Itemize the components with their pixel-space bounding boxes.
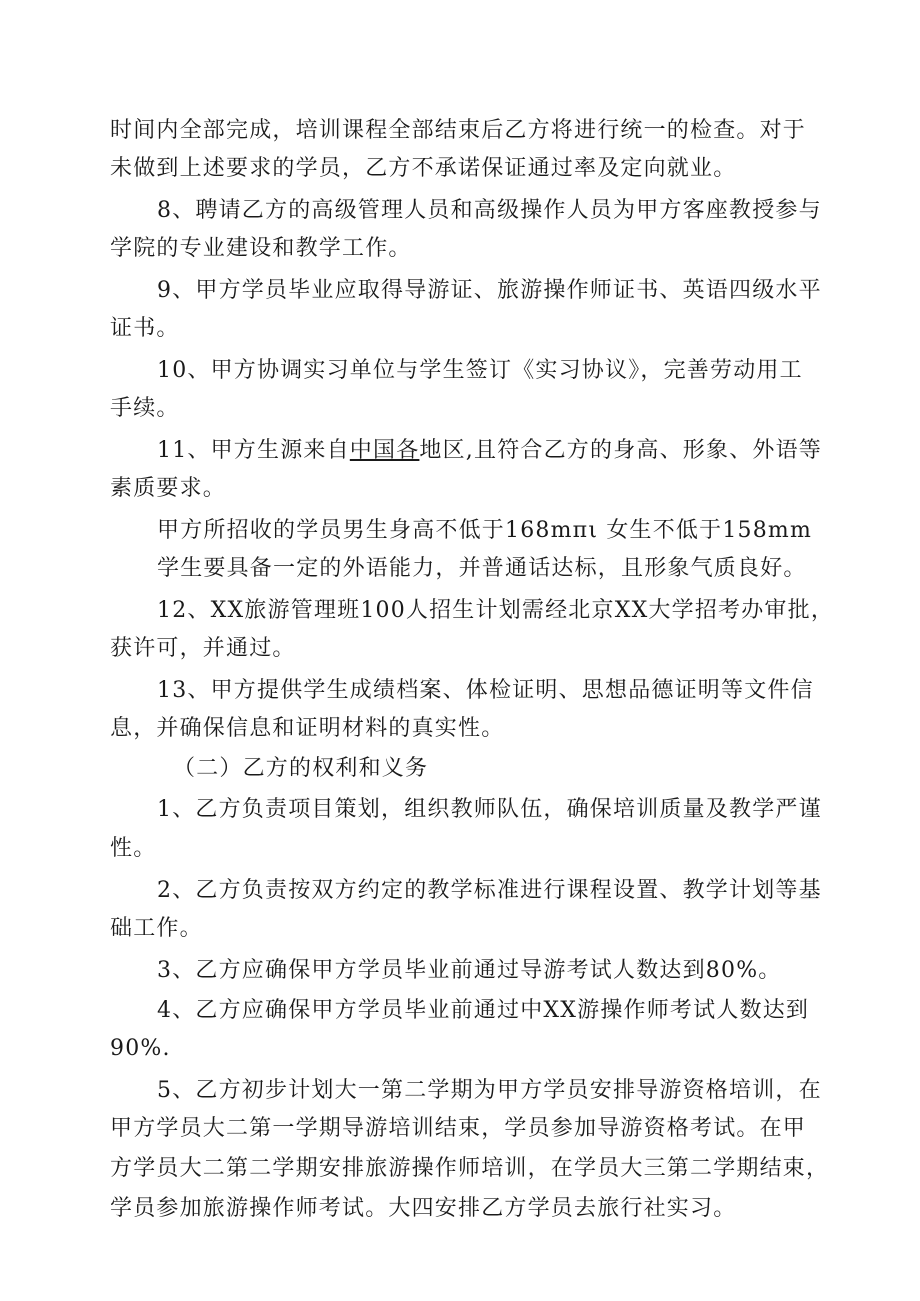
paragraph-line: 息，并确保信息和证明材料的真实性。: [110, 716, 505, 741]
paragraph-line: 素质要求。: [110, 476, 227, 501]
item-8-line: 8、聘请乙方的高级管理人员和高级操作人员为甲方客座教授参与: [157, 198, 822, 223]
section-heading: （二）乙方的权利和义务: [173, 756, 429, 781]
paragraph-line: 证书。: [110, 316, 180, 341]
paragraph-line: 方学员大二第二学期安排旅游操作师培训，在学员大三第二学期结束，: [110, 1156, 830, 1181]
party-b-item-4-line: 4、乙方应确保甲方学员毕业前通过中XX游操作师考试人数达到: [157, 998, 810, 1023]
paragraph-line: 获许可，并通过。: [110, 636, 296, 661]
paragraph-line: 础工作。: [110, 916, 203, 941]
paragraph-line: 学院的专业建设和教学工作。: [110, 236, 412, 261]
item-12-line: 12、XX旅游管理班100人招生计划需经北京XX大学招考办审批，: [157, 598, 835, 623]
party-b-item-3-line: 3、乙方应确保甲方学员毕业前通过导游考试人数达到80%。: [157, 958, 782, 983]
paragraph-line: 手续。: [110, 396, 180, 421]
item-11-text: 11、甲方生源来自: [157, 438, 350, 463]
item-10-line: 10、甲方协调实习单位与学生签订《实习协议》，完善劳动用工: [157, 358, 803, 383]
paragraph-line: 甲方所招收的学员男生身高不低于168mπι 女生不低于158mm: [157, 518, 813, 543]
item-11-line: [157, 436, 822, 466]
item-9-line: 9、甲方学员毕业应取得导游证、旅游操作师证书、英语四级水平: [157, 278, 822, 303]
item-11-text: 地区,且符合乙方的身高、形象、外语等: [419, 438, 823, 463]
paragraph-line: 时间内全部完成，培训课程全部结束后乙方将进行统一的检查。对于: [110, 118, 807, 143]
paragraph-line: 未做到上述要求的学员，乙方不承诺保证通过率及定向就业。: [110, 156, 737, 181]
paragraph-line: 性。: [110, 836, 157, 861]
paragraph-line: 90%.: [110, 1036, 171, 1061]
paragraph-line: 学生要具备一定的外语能力，并普通话达标，且形象气质良好。: [157, 556, 807, 581]
item-13-line: 13、甲方提供学生成绩档案、体检证明、思想品德证明等文件信: [157, 678, 814, 703]
party-b-item-2-line: 2、乙方负责按双方约定的教学标准进行课程设置、教学计划等基: [157, 878, 822, 903]
paragraph-line: 学员参加旅游操作师考试。大四安排乙方学员去旅行社实习。: [110, 1196, 737, 1221]
party-b-item-1-line: 1、乙方负责项目策划，组织教师队伍，确保培训质量及教学严谨: [157, 797, 822, 822]
party-b-item-5-line: 5、乙方初步计划大一第二学期为甲方学员安排导游资格培训，在: [157, 1078, 822, 1103]
underlined-text: 中国各: [349, 438, 420, 463]
paragraph-line: 甲方学员大二第一学期导游培训结束，学员参加导游资格考试。在甲: [110, 1116, 807, 1141]
